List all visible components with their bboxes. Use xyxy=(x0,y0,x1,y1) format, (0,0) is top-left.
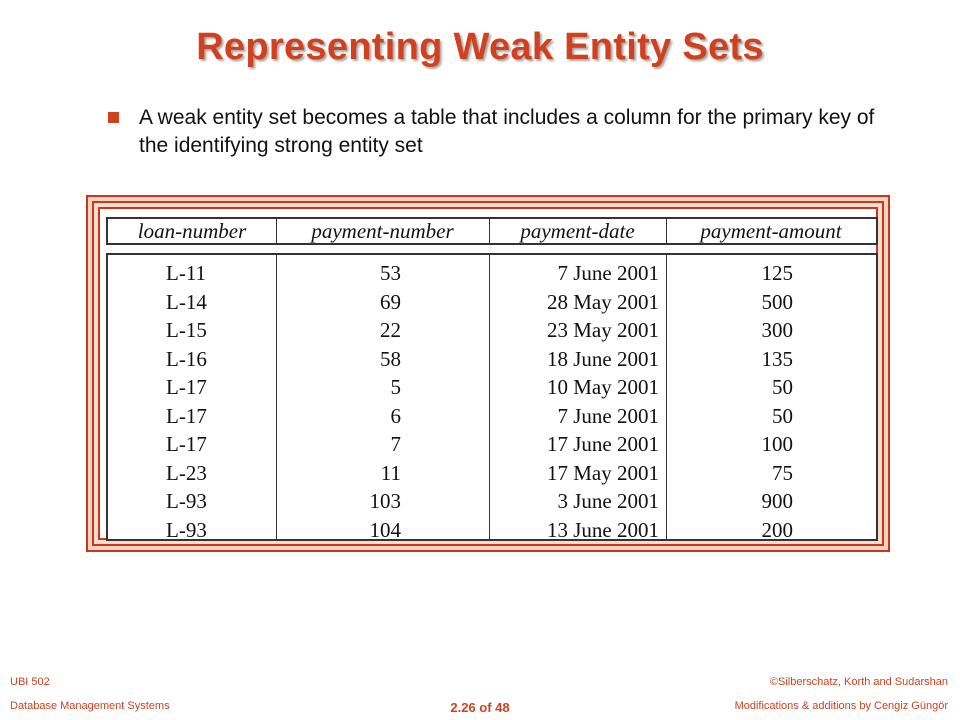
payment-date-cell: 7 June 2001 xyxy=(557,261,659,285)
payment-date-cell: 10 May 2001 xyxy=(547,375,659,399)
table-row xyxy=(108,373,876,402)
figure-frame-inner xyxy=(98,207,878,540)
table-row xyxy=(108,316,876,345)
table-row xyxy=(108,430,876,459)
payment-number-cell: 58 xyxy=(380,346,401,371)
loan-number-cell: L-15 xyxy=(166,318,207,342)
loan-number-cell: L-17 xyxy=(166,403,207,428)
square-bullet-icon xyxy=(108,112,119,123)
table-row xyxy=(108,459,876,488)
footer-course-name: Database Management Systems xyxy=(10,700,170,712)
header-payment-amount: payment-amount xyxy=(700,219,842,243)
header-payment-number: payment-number xyxy=(311,219,454,243)
slide-title: Representing Weak Entity Sets xyxy=(196,26,764,68)
loan-number-cell: L-14 xyxy=(166,289,207,314)
payment-date-cell: 17 June 2001 xyxy=(547,432,659,456)
payment-date-cell: 28 May 2001 xyxy=(547,289,659,314)
payment-amount-cell: 75 xyxy=(772,460,793,485)
page-number: 2.26 of 48 xyxy=(450,700,510,715)
payment-amount-cell: 300 xyxy=(761,318,793,342)
loan-number-cell: L-17 xyxy=(166,432,207,456)
table-row xyxy=(108,516,876,545)
bullet-text: A weak entity set becomes a table that includes a column for the primary key of the identifying strong entity set xyxy=(139,106,875,157)
payment-number-cell: 104 xyxy=(369,517,401,542)
payment-number-cell: 6 xyxy=(390,403,401,428)
payment-amount-cell: 125 xyxy=(761,261,793,285)
payment-number-cell: 103 xyxy=(369,489,401,513)
table-row xyxy=(108,259,876,288)
payment-number-cell: 69 xyxy=(380,289,401,314)
table-row xyxy=(108,288,876,317)
loan-number-cell: L-93 xyxy=(166,489,207,513)
payment-amount-cell: 200 xyxy=(761,517,793,542)
payment-number-cell: 11 xyxy=(380,460,401,485)
payment-date-cell: 23 May 2001 xyxy=(547,318,659,342)
loan-number-cell: L-93 xyxy=(166,517,207,542)
payment-date-cell: 7 June 2001 xyxy=(557,403,659,428)
figure-frame xyxy=(92,201,884,546)
payment-number-cell: 22 xyxy=(380,318,401,342)
loan-number-cell: L-11 xyxy=(166,261,207,285)
table-row xyxy=(108,487,876,516)
header-payment-date: payment-date xyxy=(520,219,635,243)
payment-number-cell: 5 xyxy=(390,375,401,399)
footer-course: UBI 502 xyxy=(10,676,50,688)
payment-date-cell: 13 June 2001 xyxy=(547,517,659,542)
payment-amount-cell: 100 xyxy=(761,432,793,456)
payment-amount-cell: 135 xyxy=(761,346,793,371)
payment-number-cell: 7 xyxy=(390,432,401,456)
table-header xyxy=(106,217,878,245)
payment-amount-cell: 900 xyxy=(761,489,793,513)
table-body xyxy=(106,253,878,541)
payment-date-cell: 17 May 2001 xyxy=(547,460,659,485)
payment-amount-cell: 500 xyxy=(761,289,793,314)
payment-amount-cell: 50 xyxy=(772,375,793,399)
payment-number-cell: 53 xyxy=(380,261,401,285)
loan-number-cell: L-17 xyxy=(166,375,207,399)
payment-date-cell: 18 June 2001 xyxy=(547,346,659,371)
loan-number-cell: L-23 xyxy=(166,460,207,485)
payment-date-cell: 3 June 2001 xyxy=(557,489,659,513)
footer-copyright: ©Silberschatz, Korth and Sudarshan xyxy=(769,676,948,688)
table-figure xyxy=(86,195,890,552)
header-loan-number: loan-number xyxy=(137,219,247,243)
table-row xyxy=(108,345,876,374)
payment-amount-cell: 50 xyxy=(772,403,793,428)
footer-modifications: Modifications & additions by Cengiz Güngör xyxy=(734,700,948,712)
loan-number-cell: L-16 xyxy=(166,346,207,371)
table-row xyxy=(108,402,876,431)
